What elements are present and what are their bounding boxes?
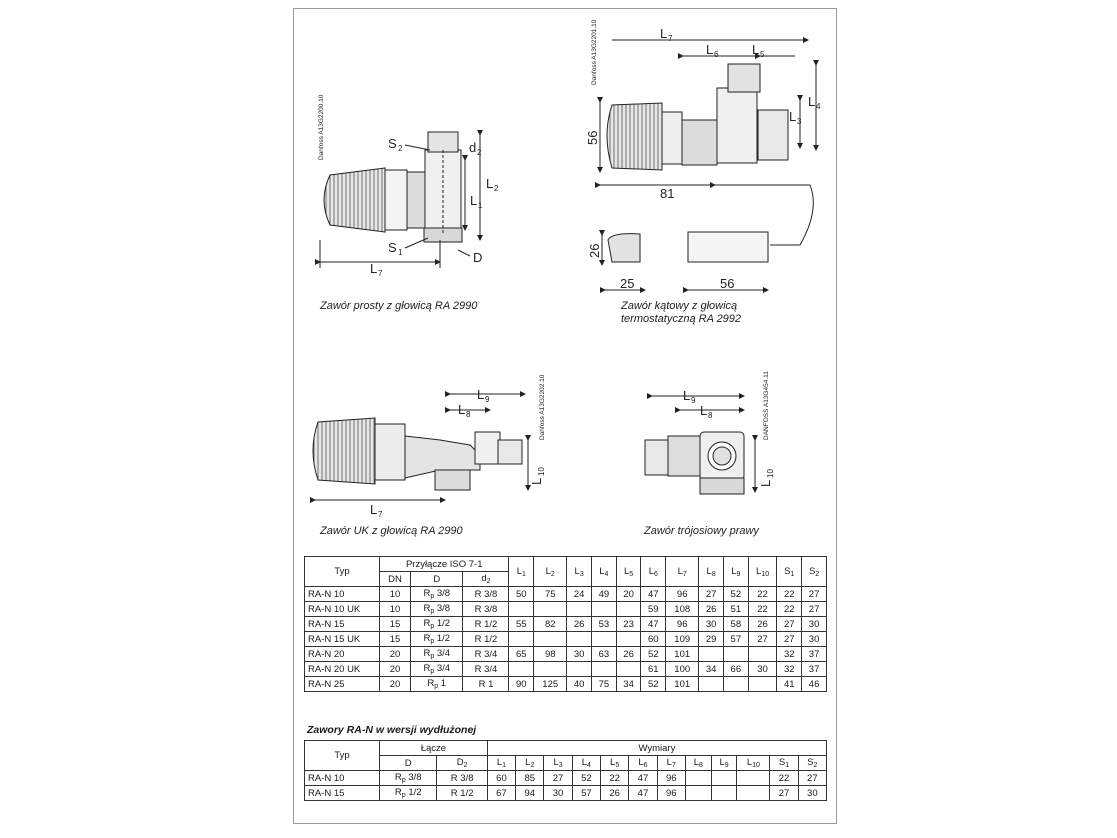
cell-l8: 30 (699, 617, 724, 632)
cell-l1: 60 (487, 771, 515, 786)
col-l1: $L_1$ (487, 756, 515, 771)
cell-l4 (592, 602, 617, 617)
col-l10: $L_{10}$ (748, 557, 777, 587)
label-l1: L (470, 193, 478, 208)
cell-l10: 22 (748, 602, 777, 617)
cell-s1: 32 (777, 647, 802, 662)
cell-l9: 58 (723, 617, 748, 632)
cell-l1 (509, 602, 534, 617)
label-d: D (473, 250, 483, 265)
cell-typ: RA-N 25 (305, 677, 380, 692)
label-l7: L (370, 502, 378, 517)
cell-l3: 30 (544, 786, 572, 801)
label-81: 81 (660, 186, 675, 201)
label-l8: L (458, 402, 466, 417)
cell-d2: R 3/4 (463, 662, 509, 677)
svg-text:2: 2 (477, 148, 482, 157)
cell-l5: 26 (601, 786, 629, 801)
cell-dn: 20 (380, 662, 411, 677)
cell-l4: 57 (572, 786, 600, 801)
cell-l4: 49 (592, 587, 617, 602)
drawing-code: Danfoss A13G2201.10 (591, 19, 598, 85)
col-d: D (380, 756, 437, 771)
cell-l10: 26 (748, 617, 777, 632)
cell-l9: 57 (723, 632, 748, 647)
caption-uk-valve: Zawór UK z głowicą RA 2990 (320, 525, 463, 537)
cell-l2: 85 (516, 771, 544, 786)
cell-l6: 47 (629, 771, 657, 786)
cell-l2: 82 (534, 617, 567, 632)
cell-l8: 26 (699, 602, 724, 617)
cell-d2: R 3/8 (437, 771, 487, 786)
cell-l8 (685, 771, 711, 786)
cell-dn: 15 (380, 617, 411, 632)
svg-text:8: 8 (466, 410, 471, 419)
label-l6: L (706, 42, 714, 57)
cell-l6: 52 (641, 677, 666, 692)
cell-l1: 67 (487, 786, 515, 801)
cell-l6: 60 (641, 632, 666, 647)
cell-l3: 26 (567, 617, 592, 632)
cell-l9: 52 (723, 587, 748, 602)
svg-text:9: 9 (691, 396, 696, 405)
extended-spec-table (304, 740, 827, 801)
cell-d: $R_p$ 1/2 (380, 786, 437, 801)
label-l7: L (370, 261, 378, 276)
cell-l4 (592, 632, 617, 647)
cell-l4: 52 (572, 771, 600, 786)
cell-l10 (748, 647, 777, 662)
cell-l8: 34 (699, 662, 724, 677)
cell-l3: 24 (567, 587, 592, 602)
cell-d: $R_p$ 3/8 (411, 602, 463, 617)
cell-typ: RA-N 20 UK (305, 662, 380, 677)
table-row (305, 647, 827, 662)
cell-s2: 27 (802, 602, 827, 617)
spec-table (304, 556, 827, 692)
col-s1: $S_1$ (770, 756, 798, 771)
cell-s1: 22 (770, 771, 798, 786)
cell-d2: R 1 (463, 677, 509, 692)
cell-l7: 101 (666, 647, 699, 662)
cell-s1: 27 (777, 632, 802, 647)
cell-l2: 94 (516, 786, 544, 801)
cell-typ: RA-N 15 (305, 617, 380, 632)
cell-l10: 22 (748, 587, 777, 602)
label-s1: S (388, 240, 397, 255)
cell-l6: 47 (641, 587, 666, 602)
cell-s2: 37 (802, 647, 827, 662)
caption-straight-valve: Zawór prosty z głowicą RA 2990 (320, 300, 478, 312)
col-group-connection: Przyłącze ISO 7-1 (380, 557, 509, 572)
cell-l9: 51 (723, 602, 748, 617)
cell-l2: 98 (534, 647, 567, 662)
cell-d2: R 3/4 (463, 647, 509, 662)
cell-l7: 96 (666, 587, 699, 602)
cell-l3: 27 (544, 771, 572, 786)
cell-s2: 37 (802, 662, 827, 677)
cell-l5: 34 (616, 677, 641, 692)
col-l5: $L_5$ (616, 557, 641, 587)
col-typ: Typ (305, 741, 380, 771)
cell-s1: 27 (770, 786, 798, 801)
drawing-code: DANFOSS A13G454.11 (763, 371, 770, 440)
cell-l5: 22 (601, 771, 629, 786)
cell-l2: 75 (534, 587, 567, 602)
col-l3: $L_3$ (544, 756, 572, 771)
cell-s1: 27 (777, 617, 802, 632)
col-l7: $L_7$ (657, 756, 685, 771)
cell-l9 (711, 771, 737, 786)
cell-l6: 59 (641, 602, 666, 617)
col-s2: $S_2$ (802, 557, 827, 587)
cell-l4: 63 (592, 647, 617, 662)
cell-l7: 100 (666, 662, 699, 677)
svg-text:6: 6 (714, 50, 719, 59)
cell-l2: 125 (534, 677, 567, 692)
cell-l8 (699, 677, 724, 692)
svg-text:7: 7 (378, 269, 383, 278)
cell-s1: 32 (777, 662, 802, 677)
svg-text:8: 8 (708, 411, 713, 420)
cell-l6: 47 (629, 786, 657, 801)
table-row (305, 677, 827, 692)
cell-l2 (534, 632, 567, 647)
cell-dn: 10 (380, 602, 411, 617)
cell-l1: 65 (509, 647, 534, 662)
cell-l6: 61 (641, 662, 666, 677)
label-l2: L (486, 176, 494, 191)
cell-l5: 23 (616, 617, 641, 632)
svg-text:4: 4 (816, 102, 821, 111)
col-l10: $L_{10}$ (737, 756, 770, 771)
cell-dn: 10 (380, 587, 411, 602)
cell-d: $R_p$ 3/8 (411, 587, 463, 602)
label-l9: L (683, 388, 691, 403)
cell-l10: 27 (748, 632, 777, 647)
cell-l1: 50 (509, 587, 534, 602)
cell-dn: 20 (380, 677, 411, 692)
col-l6: $L_6$ (629, 756, 657, 771)
cell-l8: 29 (699, 632, 724, 647)
table-row (305, 602, 827, 617)
label-l8: L (700, 403, 708, 418)
cell-l7: 101 (666, 677, 699, 692)
cell-d: $R_p$ 1/2 (411, 632, 463, 647)
cell-typ: RA-N 20 (305, 647, 380, 662)
col-dn: DN (380, 572, 411, 587)
uk-valve-drawing (313, 394, 528, 500)
section-title-extended: Zawory RA-N w wersji wydłużonej (307, 724, 477, 736)
svg-text:9: 9 (485, 395, 490, 404)
cell-l10 (737, 786, 770, 801)
table-row (305, 786, 827, 801)
label-l5: L (752, 42, 760, 57)
table-row (305, 662, 827, 677)
cell-l6: 52 (641, 647, 666, 662)
cell-l5 (616, 662, 641, 677)
cell-dn: 20 (380, 647, 411, 662)
cell-s2: 30 (802, 632, 827, 647)
cell-dn: 15 (380, 632, 411, 647)
cell-l7: 108 (666, 602, 699, 617)
cell-l3 (567, 632, 592, 647)
svg-text:1: 1 (478, 201, 483, 210)
label-26: 26 (587, 243, 602, 258)
cell-l4: 53 (592, 617, 617, 632)
cell-d: $R_p$ 3/4 (411, 662, 463, 677)
col-l1: $L_1$ (509, 557, 534, 587)
label-l7: L (660, 26, 668, 41)
cell-l3 (567, 602, 592, 617)
table-row (305, 771, 827, 786)
cell-l3 (567, 662, 592, 677)
cell-l5: 26 (616, 647, 641, 662)
cell-d2: R 1/2 (463, 632, 509, 647)
col-d2: $d_2$ (463, 572, 509, 587)
cell-l8: 27 (699, 587, 724, 602)
table-row (305, 587, 827, 602)
cell-l3: 40 (567, 677, 592, 692)
svg-text:3: 3 (797, 117, 802, 126)
label-l10: L (529, 477, 544, 485)
cell-l9 (711, 786, 737, 801)
table-row (305, 617, 827, 632)
cell-d2: R 3/8 (463, 587, 509, 602)
table-row (305, 632, 827, 647)
cell-d2: R 1/2 (437, 786, 487, 801)
cell-d: $R_p$ 3/4 (411, 647, 463, 662)
drawing-code: Danfoss A13G2200.10 (318, 94, 325, 160)
cell-l4 (592, 662, 617, 677)
svg-text:7: 7 (378, 510, 383, 519)
col-d2: $D_2$ (437, 756, 487, 771)
caption-threeway-valve: Zawór trójosiowy prawy (644, 525, 759, 537)
cell-l7: 96 (657, 771, 685, 786)
col-l8: $L_8$ (685, 756, 711, 771)
col-s1: $S_1$ (777, 557, 802, 587)
label-56-height: 56 (585, 130, 600, 145)
cell-typ: RA-N 15 UK (305, 632, 380, 647)
cell-s1: 22 (777, 602, 802, 617)
col-l4: $L_4$ (572, 756, 600, 771)
cell-typ: RA-N 10 UK (305, 602, 380, 617)
cell-d2: R 3/8 (463, 602, 509, 617)
label-25: 25 (620, 276, 635, 291)
col-l7: $L_7$ (666, 557, 699, 587)
col-l2: $L_2$ (534, 557, 567, 587)
cell-l8 (699, 647, 724, 662)
cell-l1: 90 (509, 677, 534, 692)
cell-l1: 55 (509, 617, 534, 632)
svg-text:10: 10 (537, 467, 546, 476)
cell-l7: 109 (666, 632, 699, 647)
cell-l10 (737, 771, 770, 786)
svg-text:5: 5 (760, 50, 765, 59)
cell-s2: 30 (802, 617, 827, 632)
col-d: D (411, 572, 463, 587)
cell-s2: 27 (802, 587, 827, 602)
caption-angle-valve-line2: termostatyczną RA 2992 (621, 313, 742, 325)
col-group-connection: Łącze (380, 741, 488, 756)
cell-l4: 75 (592, 677, 617, 692)
cell-d2: R 1/2 (463, 617, 509, 632)
cell-l3: 30 (567, 647, 592, 662)
col-typ: Typ (305, 557, 380, 587)
col-l9: $L_9$ (723, 557, 748, 587)
cell-l7: 96 (666, 617, 699, 632)
cell-l7: 96 (657, 786, 685, 801)
cell-s1: 41 (777, 677, 802, 692)
label-s2: S (388, 136, 397, 151)
col-l5: $L_5$ (601, 756, 629, 771)
cell-l5 (616, 602, 641, 617)
cell-d: $R_p$ 3/8 (380, 771, 437, 786)
cell-l10 (748, 677, 777, 692)
svg-text:1: 1 (398, 248, 403, 257)
cell-d: $R_p$ 1/2 (411, 617, 463, 632)
cell-l2 (534, 662, 567, 677)
svg-text:2: 2 (398, 144, 403, 153)
angle-valve-drawing (600, 40, 816, 290)
col-s2: $S_2$ (798, 756, 826, 771)
cell-s2: 46 (802, 677, 827, 692)
col-l9: $L_9$ (711, 756, 737, 771)
caption-angle-valve-line1: Zawór kątowy z głowicą (621, 300, 738, 312)
col-group-dimensions: Wymiary (487, 741, 826, 756)
cell-s2: 27 (798, 771, 826, 786)
svg-text:10: 10 (766, 469, 775, 478)
cell-l8 (685, 786, 711, 801)
label-l3: L (789, 109, 797, 124)
cell-s1: 22 (777, 587, 802, 602)
label-56-width: 56 (720, 276, 735, 291)
cell-l5: 20 (616, 587, 641, 602)
label-l10: L (758, 479, 773, 487)
svg-text:2: 2 (494, 184, 499, 193)
cell-typ: RA-N 10 (305, 587, 380, 602)
cell-l10: 30 (748, 662, 777, 677)
cell-l1 (509, 662, 534, 677)
cell-l6: 47 (641, 617, 666, 632)
cell-l1 (509, 632, 534, 647)
col-l4: $L_4$ (592, 557, 617, 587)
label-l9: L (477, 387, 485, 402)
label-d2: d (469, 140, 477, 155)
cell-typ: RA-N 15 (305, 786, 380, 801)
cell-l5 (616, 632, 641, 647)
col-l8: $L_8$ (699, 557, 724, 587)
cell-l9 (723, 647, 748, 662)
col-l2: $L_2$ (516, 756, 544, 771)
cell-typ: RA-N 10 (305, 771, 380, 786)
drawing-code: Danfoss A13G2202.10 (539, 374, 546, 440)
cell-l2 (534, 602, 567, 617)
cell-l9: 66 (723, 662, 748, 677)
cell-s2: 30 (798, 786, 826, 801)
col-l3: $L_3$ (567, 557, 592, 587)
col-l6: $L_6$ (641, 557, 666, 587)
svg-text:7: 7 (668, 34, 673, 43)
label-l4: L (808, 94, 816, 109)
cell-d: $R_p$ 1 (411, 677, 463, 692)
cell-l9 (723, 677, 748, 692)
